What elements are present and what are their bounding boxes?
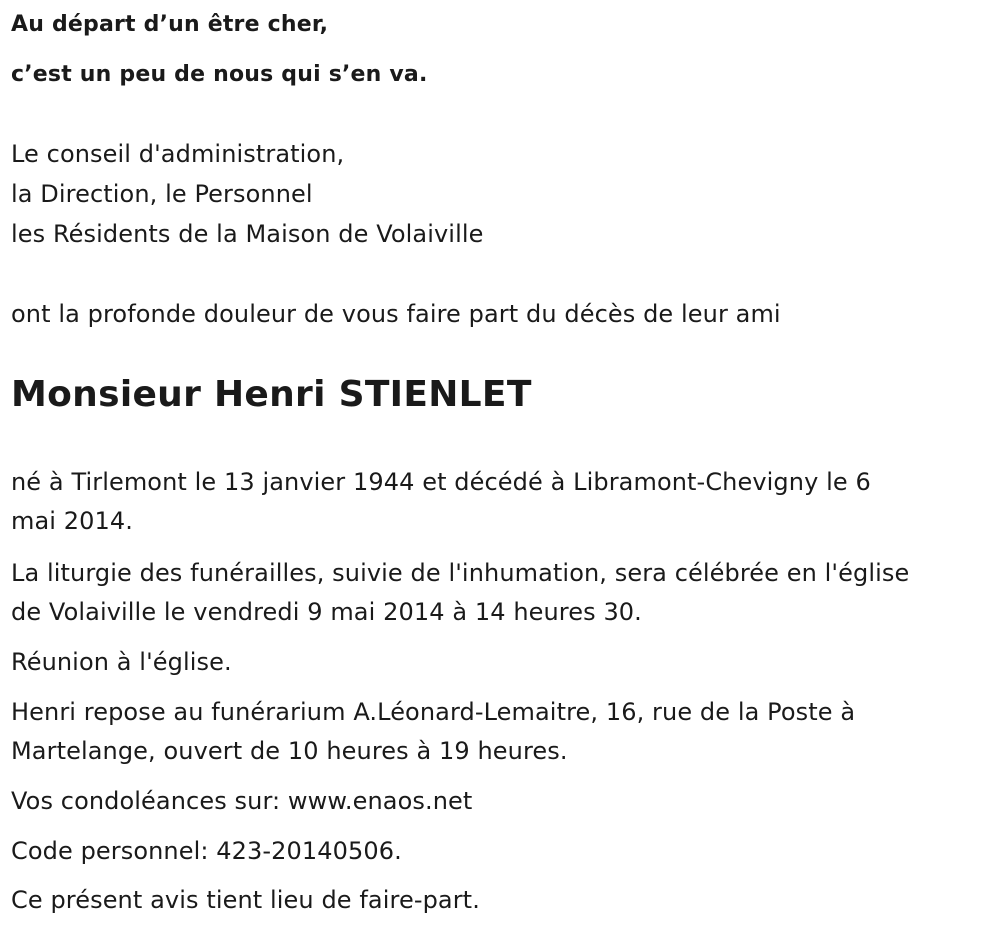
announcement-text: ont la profonde douleur de vous faire part du décès de leur ami [11, 300, 781, 328]
personal-code: Code personnel: 423-20140506. [11, 837, 402, 865]
notice-text: Ce présent avis tient lieu de faire-part. [11, 886, 480, 914]
sender-line-2: la Direction, le Personnel [11, 180, 313, 208]
sender-line-1: Le conseil d'administration, [11, 140, 345, 168]
liturgy-line-2: de Volaiville le vendredi 9 mai 2014 à 14 heures 30. [11, 598, 642, 626]
condolences-text: Vos condoléances sur: www.enaos.net [11, 787, 473, 815]
liturgy-line-1: La liturgie des funérailles, suivie de l'inhumation, sera célébrée en l'église [11, 559, 910, 587]
sender-line-3: les Résidents de la Maison de Volaiville [11, 220, 484, 248]
birth-death-line-2: mai 2014. [11, 507, 133, 535]
repose-line-1: Henri repose au funérarium A.Léonard-Lemaitre, 16, rue de la Poste à [11, 698, 856, 726]
quote-line-2: c’est un peu de nous qui s’en va. [11, 62, 428, 87]
birth-death-line-1: né à Tirlemont le 13 janvier 1944 et décédé à Libramont-Chevigny le 6 [11, 468, 871, 496]
quote-line-1: Au départ d’un être cher, [11, 12, 329, 37]
repose-line-2: Martelange, ouvert de 10 heures à 19 heures. [11, 737, 568, 765]
meeting-text: Réunion à l'église. [11, 648, 232, 676]
deceased-name: Monsieur Henri STIENLET [11, 374, 532, 415]
